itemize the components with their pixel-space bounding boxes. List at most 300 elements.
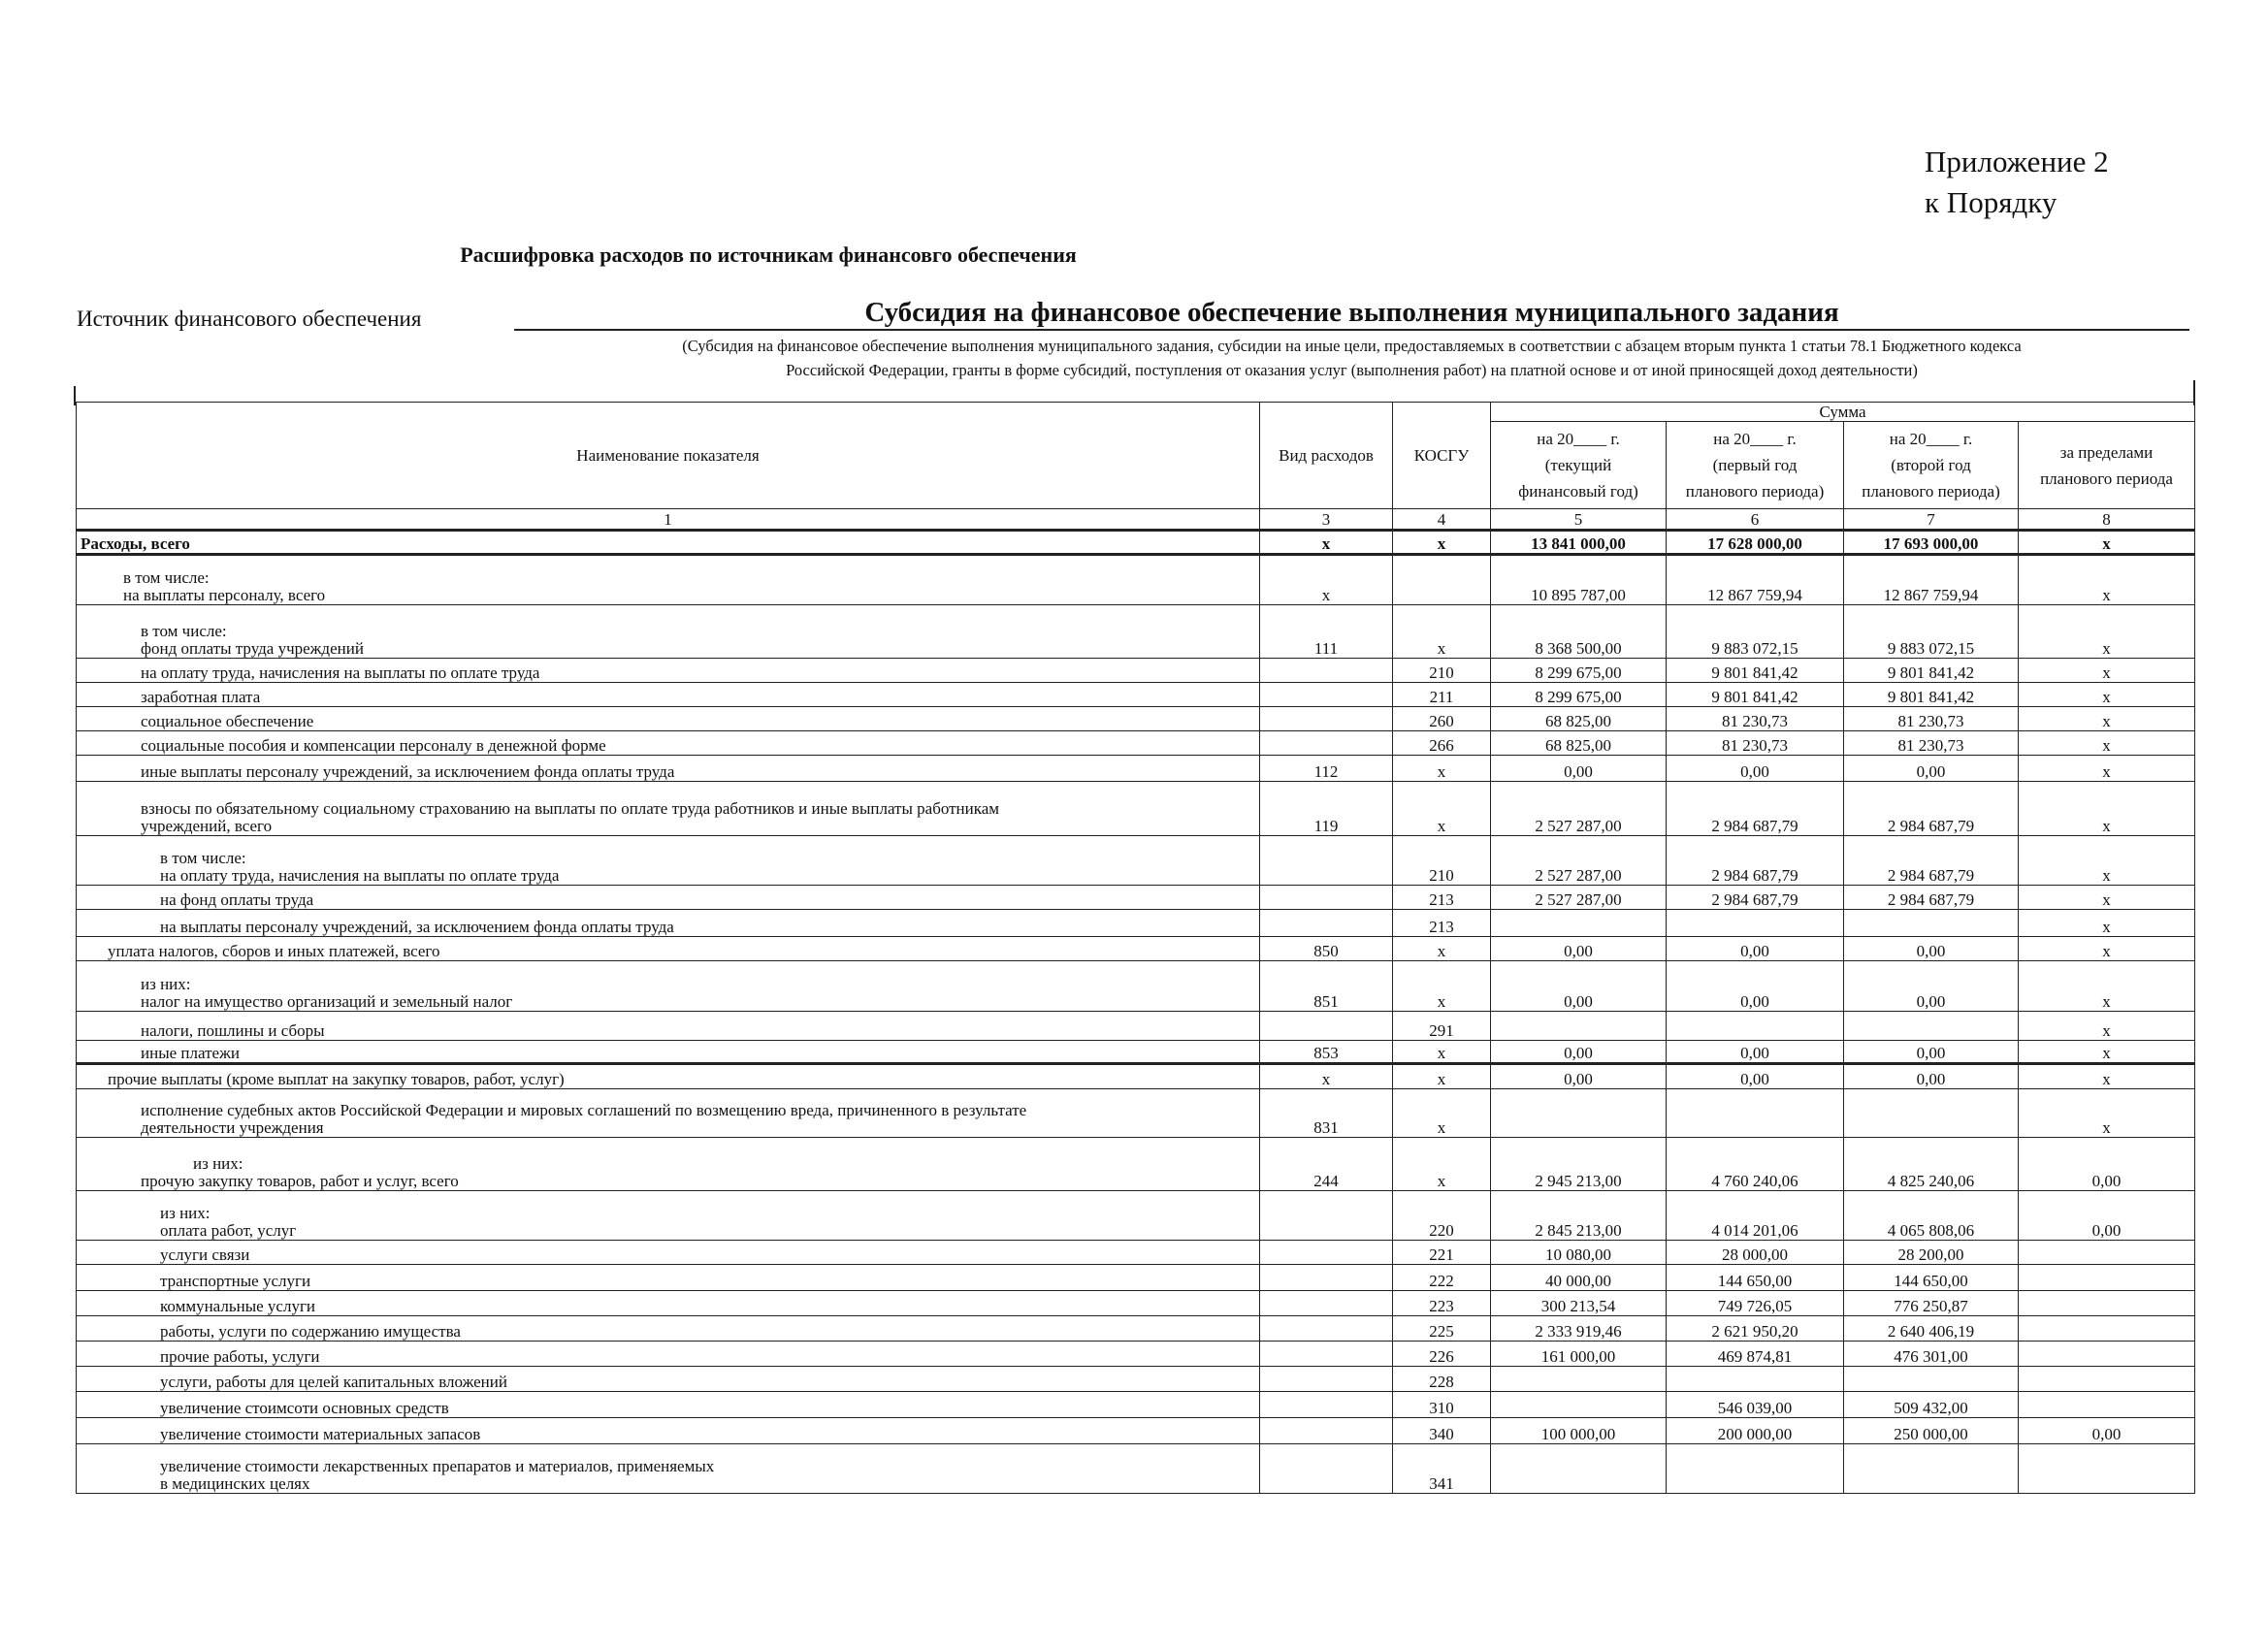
cell-amount-year-3: 0,00: [1844, 937, 2019, 961]
column-number: 7: [1844, 509, 2019, 531]
cell-amount-beyond: x: [2019, 1041, 2195, 1064]
table-row: [77, 1064, 2195, 1089]
cell-amount-year-2: 81 230,73: [1667, 731, 1844, 756]
cell-amount-year-2: 4 014 201,06: [1667, 1191, 1844, 1241]
cell-vid-code: [1260, 910, 1393, 937]
cell-amount-year-2: 2 984 687,79: [1667, 836, 1844, 886]
table-row: [77, 1367, 2195, 1392]
cell-indicator-prefix: в том числе:: [160, 849, 246, 867]
cell-indicator-name: [77, 1064, 1260, 1089]
cell-amount-year-2: 81 230,73: [1667, 707, 1844, 731]
cell-kosgu-code: 340: [1393, 1418, 1491, 1444]
cell-indicator-prefix: из них:: [160, 1204, 211, 1222]
cell-amount-year-2: 0,00: [1667, 937, 1844, 961]
table-row: [77, 605, 2195, 659]
cell-indicator-name: [77, 782, 1260, 836]
source-note: [514, 334, 2189, 382]
header-year-2: [1667, 422, 1844, 509]
cell-amount-beyond: x: [2019, 961, 2195, 1012]
cell-amount-year-2: 9 801 841,42: [1667, 659, 1844, 683]
cell-amount-year-1: 2 333 919,46: [1491, 1316, 1667, 1342]
cell-indicator-text: прочую закупку товаров, работ и услуг, всего: [141, 1172, 459, 1190]
cell-indicator-text: оплата работ, услуг: [160, 1221, 297, 1240]
cell-amount-beyond: x: [2019, 531, 2195, 555]
cell-amount-year-2: [1667, 1367, 1844, 1392]
cell-amount-year-3: [1844, 1089, 2019, 1138]
cell-amount-year-3: 2 984 687,79: [1844, 886, 2019, 910]
cell-kosgu-code: x: [1393, 1064, 1491, 1089]
cell-amount-beyond: 0,00: [2019, 1418, 2195, 1444]
cell-amount-beyond: x: [2019, 1012, 2195, 1041]
header-year-2-line-3: планового периода): [1685, 482, 1825, 501]
cell-kosgu-code: 291: [1393, 1012, 1491, 1041]
cell-indicator-name: [77, 1444, 1260, 1494]
cell-amount-year-3: 9 801 841,42: [1844, 683, 2019, 707]
cell-indicator-text: увеличение стоимсоти основных средств: [160, 1399, 449, 1417]
cell-amount-year-3: 12 867 759,94: [1844, 555, 2019, 605]
cell-vid-code: [1260, 1265, 1393, 1291]
cell-amount-beyond: x: [2019, 756, 2195, 782]
table-body: [77, 531, 2195, 1494]
appendix-line-2: к Порядку: [1925, 185, 2057, 219]
cell-kosgu-code: x: [1393, 531, 1491, 555]
cell-amount-year-2: 12 867 759,94: [1667, 555, 1844, 605]
cell-amount-year-3: 250 000,00: [1844, 1418, 2019, 1444]
cell-indicator-prefix: из них:: [141, 975, 191, 993]
cell-amount-beyond: x: [2019, 683, 2195, 707]
cell-vid-code: [1260, 1012, 1393, 1041]
cell-indicator-prefix: исполнение судебных актов Российской Федерации и мировых соглашений по возмещению вреда, причиненного в результате: [141, 1101, 1027, 1119]
header-year-3-line-1: на 20____ г.: [1889, 430, 1973, 448]
cell-vid-code: 831: [1260, 1089, 1393, 1138]
cell-amount-beyond: x: [2019, 937, 2195, 961]
column-number: 1: [77, 509, 1260, 531]
cell-amount-year-2: 144 650,00: [1667, 1265, 1844, 1291]
cell-indicator-text: иные платежи: [141, 1044, 240, 1062]
cell-amount-beyond: x: [2019, 731, 2195, 756]
cell-indicator-name: [77, 937, 1260, 961]
cell-indicator-name: [77, 731, 1260, 756]
cell-amount-year-1: 13 841 000,00: [1491, 531, 1667, 555]
cell-indicator-text: услуги, работы для целей капитальных вложений: [160, 1373, 507, 1391]
source-note-line-2: Российской Федерации, гранты в форме субсидий, поступления от оказания услуг (выполнения работ) на платной основе и от иной приносящей доход деятельности): [786, 361, 1918, 379]
cell-kosgu-code: x: [1393, 756, 1491, 782]
cell-vid-code: [1260, 886, 1393, 910]
cell-indicator-text: услуги связи: [160, 1245, 250, 1264]
cell-amount-beyond: x: [2019, 555, 2195, 605]
cell-vid-code: 851: [1260, 961, 1393, 1012]
cell-kosgu-code: x: [1393, 605, 1491, 659]
cell-kosgu-code: x: [1393, 1089, 1491, 1138]
cell-indicator-name: [77, 1241, 1260, 1265]
cell-amount-year-2: 200 000,00: [1667, 1418, 1844, 1444]
cell-indicator-prefix: в том числе:: [123, 568, 210, 587]
cell-amount-year-2: 0,00: [1667, 1041, 1844, 1064]
cell-indicator-name: [77, 1089, 1260, 1138]
cell-amount-year-2: 546 039,00: [1667, 1392, 1844, 1418]
table-row: [77, 659, 2195, 683]
cell-amount-year-2: [1667, 1012, 1844, 1041]
cell-indicator-name: [77, 910, 1260, 937]
cell-amount-year-3: 81 230,73: [1844, 731, 2019, 756]
cell-amount-year-1: 68 825,00: [1491, 707, 1667, 731]
cell-vid-code: [1260, 659, 1393, 683]
cell-amount-year-1: 300 213,54: [1491, 1291, 1667, 1316]
cell-kosgu-code: 266: [1393, 731, 1491, 756]
table-row: [77, 1418, 2195, 1444]
header-year-1-line-1: на 20____ г.: [1537, 430, 1620, 448]
cell-indicator-text: деятельности учреждения: [141, 1118, 324, 1137]
table-row: [77, 1041, 2195, 1064]
cell-amount-beyond: 0,00: [2019, 1138, 2195, 1191]
table-row: [77, 961, 2195, 1012]
header-beyond-line-1: за пределами: [2059, 442, 2154, 462]
cell-amount-beyond: x: [2019, 1089, 2195, 1138]
cell-amount-year-1: 40 000,00: [1491, 1265, 1667, 1291]
cell-amount-year-2: [1667, 1089, 1844, 1138]
cell-amount-year-2: 28 000,00: [1667, 1241, 1844, 1265]
column-number: 5: [1491, 509, 1667, 531]
cell-vid-code: [1260, 1392, 1393, 1418]
cell-indicator-name: [77, 1265, 1260, 1291]
table-row: [77, 756, 2195, 782]
table-row: [77, 836, 2195, 886]
cell-kosgu-code: 211: [1393, 683, 1491, 707]
cell-indicator-text: на фонд оплаты труда: [160, 890, 314, 909]
table-row: [77, 937, 2195, 961]
cell-amount-beyond: [2019, 1392, 2195, 1418]
table-row: [77, 1138, 2195, 1191]
cell-amount-beyond: 0,00: [2019, 1191, 2195, 1241]
cell-indicator-text: транспортные услуги: [160, 1272, 311, 1290]
document-title: Расшифровка расходов по источникам финансовго обеспечения: [460, 242, 1077, 267]
cell-indicator-text: заработная плата: [141, 688, 261, 706]
cell-amount-year-3: 0,00: [1844, 1064, 2019, 1089]
cell-indicator-text: Расходы, всего: [81, 534, 190, 553]
cell-kosgu-code: 260: [1393, 707, 1491, 731]
cell-indicator-text: социальное обеспечение: [141, 712, 314, 730]
cell-amount-beyond: [2019, 1342, 2195, 1367]
cell-amount-beyond: [2019, 1367, 2195, 1392]
cell-indicator-text: фонд оплаты труда учреждений: [141, 639, 364, 658]
cell-amount-year-1: 100 000,00: [1491, 1418, 1667, 1444]
cell-indicator-text: на выплаты персоналу, всего: [123, 586, 326, 604]
cell-amount-year-2: 9 801 841,42: [1667, 683, 1844, 707]
cell-amount-year-3: [1844, 910, 2019, 937]
cell-indicator-prefix: взносы по обязательному социальному страхованию на выплаты по оплате труда работников и иные выплаты работникам: [141, 799, 1000, 818]
cell-indicator-text: учреждений, всего: [141, 817, 273, 835]
header-year-3-line-2: (второй год: [1891, 456, 1971, 474]
cell-vid-code: [1260, 683, 1393, 707]
cell-indicator-text: на выплаты персоналу учреждений, за исключением фонда оплаты труда: [160, 918, 674, 936]
cell-indicator-name: [77, 886, 1260, 910]
cell-indicator-name: [77, 1316, 1260, 1342]
cell-kosgu-code: 213: [1393, 886, 1491, 910]
cell-amount-year-2: 17 628 000,00: [1667, 531, 1844, 555]
cell-vid-code: [1260, 1444, 1393, 1494]
cell-vid-code: [1260, 1367, 1393, 1392]
cell-kosgu-code: 341: [1393, 1444, 1491, 1494]
cell-indicator-text: в медицинских целях: [160, 1474, 310, 1493]
header-year-3-line-3: планового периода): [1862, 482, 2000, 501]
cell-amount-year-1: 2 527 287,00: [1491, 886, 1667, 910]
cell-vid-code: [1260, 1241, 1393, 1265]
column-number: 6: [1667, 509, 1844, 531]
cell-kosgu-code: 210: [1393, 659, 1491, 683]
cell-amount-year-2: [1667, 1444, 1844, 1494]
table-row: [77, 1012, 2195, 1041]
expenses-table: [76, 402, 2195, 1494]
table-row: [77, 1265, 2195, 1291]
cell-indicator-name: [77, 531, 1260, 555]
cell-kosgu-code: x: [1393, 937, 1491, 961]
table-row: [77, 1342, 2195, 1367]
appendix-line-1: Приложение 2: [1925, 145, 2109, 178]
cell-indicator-name: [77, 555, 1260, 605]
source-note-line-1: (Субсидия на финансовое обеспечение выполнения муниципального задания, субсидии на иные цели, предоставляемых в соответствии с абзацем вторым пункта 1 статьи 78.1 Бюджетного кодекса: [682, 337, 2022, 355]
cell-indicator-prefix: в том числе:: [141, 622, 227, 640]
cell-kosgu-code: 213: [1393, 910, 1491, 937]
cell-amount-year-1: 2 945 213,00: [1491, 1138, 1667, 1191]
column-number: 3: [1260, 509, 1393, 531]
cell-amount-year-3: [1844, 1444, 2019, 1494]
cell-amount-year-2: 4 760 240,06: [1667, 1138, 1844, 1191]
cell-indicator-name: [77, 1418, 1260, 1444]
source-label: Источник финансового обеспечения: [77, 307, 422, 331]
cell-indicator-name: [77, 1342, 1260, 1367]
cell-amount-year-3: 2 984 687,79: [1844, 782, 2019, 836]
header-year-2-line-2: (первый год: [1712, 456, 1798, 474]
cell-indicator-name: [77, 683, 1260, 707]
cell-amount-year-1: 8 368 500,00: [1491, 605, 1667, 659]
cell-indicator-name: [77, 1138, 1260, 1191]
cell-kosgu-code: 226: [1393, 1342, 1491, 1367]
cell-amount-beyond: [2019, 1316, 2195, 1342]
cell-amount-year-1: [1491, 1444, 1667, 1494]
cell-amount-beyond: [2019, 1265, 2195, 1291]
table-row: [77, 707, 2195, 731]
cell-amount-year-2: 749 726,05: [1667, 1291, 1844, 1316]
cell-amount-year-1: 10 895 787,00: [1491, 555, 1667, 605]
cell-vid-code: [1260, 836, 1393, 886]
cell-indicator-name: [77, 1291, 1260, 1316]
cell-vid-code: [1260, 1342, 1393, 1367]
cell-amount-year-1: [1491, 1089, 1667, 1138]
cell-amount-year-3: [1844, 1367, 2019, 1392]
cell-indicator-name: [77, 836, 1260, 886]
cell-kosgu-code: 210: [1393, 836, 1491, 886]
header-beyond-plan: [2019, 422, 2195, 509]
cell-amount-beyond: x: [2019, 836, 2195, 886]
cell-amount-year-1: [1491, 1012, 1667, 1041]
cell-amount-year-3: 2 640 406,19: [1844, 1316, 2019, 1342]
cell-vid-code: [1260, 1418, 1393, 1444]
table-row: [77, 782, 2195, 836]
cell-indicator-name: [77, 1191, 1260, 1241]
cell-amount-beyond: [2019, 1444, 2195, 1494]
cell-amount-year-1: 8 299 675,00: [1491, 659, 1667, 683]
header-year-1: [1491, 422, 1667, 509]
cell-amount-beyond: x: [2019, 605, 2195, 659]
cell-amount-year-1: 0,00: [1491, 1041, 1667, 1064]
cell-amount-year-3: 9 801 841,42: [1844, 659, 2019, 683]
cell-indicator-name: [77, 1041, 1260, 1064]
cell-indicator-name: [77, 756, 1260, 782]
cell-indicator-text: налоги, пошлины и сборы: [141, 1021, 325, 1040]
cell-amount-year-2: 0,00: [1667, 1064, 1844, 1089]
cell-amount-year-1: [1491, 1392, 1667, 1418]
cell-kosgu-code: 228: [1393, 1367, 1491, 1392]
cell-vid-code: 853: [1260, 1041, 1393, 1064]
cell-amount-beyond: x: [2019, 910, 2195, 937]
cell-amount-beyond: x: [2019, 782, 2195, 836]
table-row: [77, 1392, 2195, 1418]
cell-amount-year-1: 0,00: [1491, 756, 1667, 782]
cell-vid-code: [1260, 731, 1393, 756]
header-year-1-line-3: финансовый год): [1518, 482, 1638, 501]
header-year-1-line-2: (текущий: [1544, 456, 1612, 474]
cell-amount-year-1: 10 080,00: [1491, 1241, 1667, 1265]
cell-vid-code: [1260, 1291, 1393, 1316]
cell-amount-year-3: 17 693 000,00: [1844, 531, 2019, 555]
cell-kosgu-code: [1393, 555, 1491, 605]
header-year-2-line-1: на 20____ г.: [1713, 430, 1797, 448]
cell-amount-beyond: x: [2019, 886, 2195, 910]
cell-amount-year-2: 469 874,81: [1667, 1342, 1844, 1367]
cell-amount-beyond: x: [2019, 659, 2195, 683]
cell-amount-year-2: 2 984 687,79: [1667, 782, 1844, 836]
cell-amount-beyond: [2019, 1291, 2195, 1316]
cell-vid-code: 111: [1260, 605, 1393, 659]
cell-amount-year-1: 2 845 213,00: [1491, 1191, 1667, 1241]
cell-amount-year-3: 0,00: [1844, 1041, 2019, 1064]
header-kosgu: КОСГУ: [1393, 403, 1491, 509]
cell-amount-year-1: 161 000,00: [1491, 1342, 1667, 1367]
cell-amount-year-3: 4 065 808,06: [1844, 1191, 2019, 1241]
cell-indicator-prefix: из них:: [193, 1154, 243, 1173]
cell-indicator-name: [77, 1012, 1260, 1041]
cell-amount-year-1: 0,00: [1491, 961, 1667, 1012]
cell-kosgu-code: 221: [1393, 1241, 1491, 1265]
cell-indicator-text: социальные пособия и компенсации персоналу в денежной форме: [141, 736, 606, 755]
cell-vid-code: x: [1260, 531, 1393, 555]
cell-kosgu-code: 225: [1393, 1316, 1491, 1342]
cell-vid-code: [1260, 1316, 1393, 1342]
cell-amount-year-3: 2 984 687,79: [1844, 836, 2019, 886]
cell-kosgu-code: x: [1393, 1041, 1491, 1064]
cell-amount-year-3: 81 230,73: [1844, 707, 2019, 731]
cell-indicator-text: на оплату труда, начисления на выплаты по оплате труда: [141, 663, 540, 682]
cell-kosgu-code: x: [1393, 961, 1491, 1012]
cell-vid-code: x: [1260, 1064, 1393, 1089]
cell-indicator-name: [77, 961, 1260, 1012]
cell-amount-year-3: 476 301,00: [1844, 1342, 2019, 1367]
table-row: [77, 531, 2195, 555]
cell-amount-year-3: 0,00: [1844, 756, 2019, 782]
cell-amount-beyond: x: [2019, 1064, 2195, 1089]
table-row: [77, 1089, 2195, 1138]
cell-amount-year-3: 0,00: [1844, 961, 2019, 1012]
table-row: [77, 1291, 2195, 1316]
appendix-reference: [1925, 142, 2109, 223]
cell-kosgu-code: 223: [1393, 1291, 1491, 1316]
cell-amount-year-1: [1491, 910, 1667, 937]
cell-vid-code: 244: [1260, 1138, 1393, 1191]
cell-vid-code: 850: [1260, 937, 1393, 961]
table-row: [77, 1191, 2195, 1241]
cell-indicator-text: работы, услуги по содержанию имущества: [160, 1322, 461, 1341]
cell-amount-year-1: [1491, 1367, 1667, 1392]
cell-indicator-text: уплата налогов, сборов и иных платежей, всего: [108, 942, 440, 960]
cell-amount-year-3: [1844, 1012, 2019, 1041]
cell-amount-year-1: 0,00: [1491, 1064, 1667, 1089]
header-sum: Сумма: [1491, 403, 2195, 422]
cell-amount-beyond: [2019, 1241, 2195, 1265]
cell-amount-year-2: 2 984 687,79: [1667, 886, 1844, 910]
cell-kosgu-code: x: [1393, 1138, 1491, 1191]
cell-vid-code: 119: [1260, 782, 1393, 836]
cell-indicator-name: [77, 605, 1260, 659]
cell-amount-year-3: 28 200,00: [1844, 1241, 2019, 1265]
cell-kosgu-code: 222: [1393, 1265, 1491, 1291]
cell-amount-year-1: 2 527 287,00: [1491, 836, 1667, 886]
cell-indicator-name: [77, 1367, 1260, 1392]
header-name: Наименование показателя: [77, 403, 1260, 509]
cell-indicator-name: [77, 1392, 1260, 1418]
cell-amount-year-2: 0,00: [1667, 756, 1844, 782]
table-row: [77, 910, 2195, 937]
cell-kosgu-code: x: [1393, 782, 1491, 836]
cell-amount-year-2: 0,00: [1667, 961, 1844, 1012]
cell-indicator-text: налог на имущество организаций и земельный налог: [141, 992, 513, 1011]
cell-indicator-text: прочие работы, услуги: [160, 1347, 320, 1366]
cell-kosgu-code: 220: [1393, 1191, 1491, 1241]
cell-indicator-name: [77, 659, 1260, 683]
table-row: [77, 683, 2195, 707]
header-beyond-line-2: планового периода: [2040, 469, 2173, 488]
table-row: [77, 1316, 2195, 1342]
table-row: [77, 731, 2195, 756]
cell-amount-year-3: 776 250,87: [1844, 1291, 2019, 1316]
cell-amount-year-2: [1667, 910, 1844, 937]
cell-vid-code: [1260, 707, 1393, 731]
cell-amount-year-3: 509 432,00: [1844, 1392, 2019, 1418]
cell-indicator-text: коммунальные услуги: [160, 1297, 316, 1315]
cell-amount-beyond: x: [2019, 707, 2195, 731]
cell-amount-year-2: 2 621 950,20: [1667, 1316, 1844, 1342]
cell-amount-year-2: 9 883 072,15: [1667, 605, 1844, 659]
cell-amount-year-3: 144 650,00: [1844, 1265, 2019, 1291]
cell-indicator-text: увеличение стоимости материальных запасов: [160, 1425, 481, 1443]
header-vid: Вид расходов: [1260, 403, 1393, 509]
cell-amount-year-1: 2 527 287,00: [1491, 782, 1667, 836]
cell-amount-year-3: 9 883 072,15: [1844, 605, 2019, 659]
cell-vid-code: [1260, 1191, 1393, 1241]
cell-amount-year-3: 4 825 240,06: [1844, 1138, 2019, 1191]
cell-kosgu-code: 310: [1393, 1392, 1491, 1418]
cell-amount-year-1: 8 299 675,00: [1491, 683, 1667, 707]
cell-amount-year-1: 0,00: [1491, 937, 1667, 961]
table-row: [77, 886, 2195, 910]
cell-amount-year-1: 68 825,00: [1491, 731, 1667, 756]
cell-indicator-text: иные выплаты персоналу учреждений, за исключением фонда оплаты труда: [141, 762, 675, 781]
cell-indicator-text: прочие выплаты (кроме выплат на закупку товаров, работ, услуг): [108, 1070, 565, 1088]
table-row: [77, 1444, 2195, 1494]
cell-indicator-text: на оплату труда, начисления на выплаты по оплате труда: [160, 866, 560, 885]
table-row: [77, 1241, 2195, 1265]
column-number: 4: [1393, 509, 1491, 531]
cell-vid-code: x: [1260, 555, 1393, 605]
